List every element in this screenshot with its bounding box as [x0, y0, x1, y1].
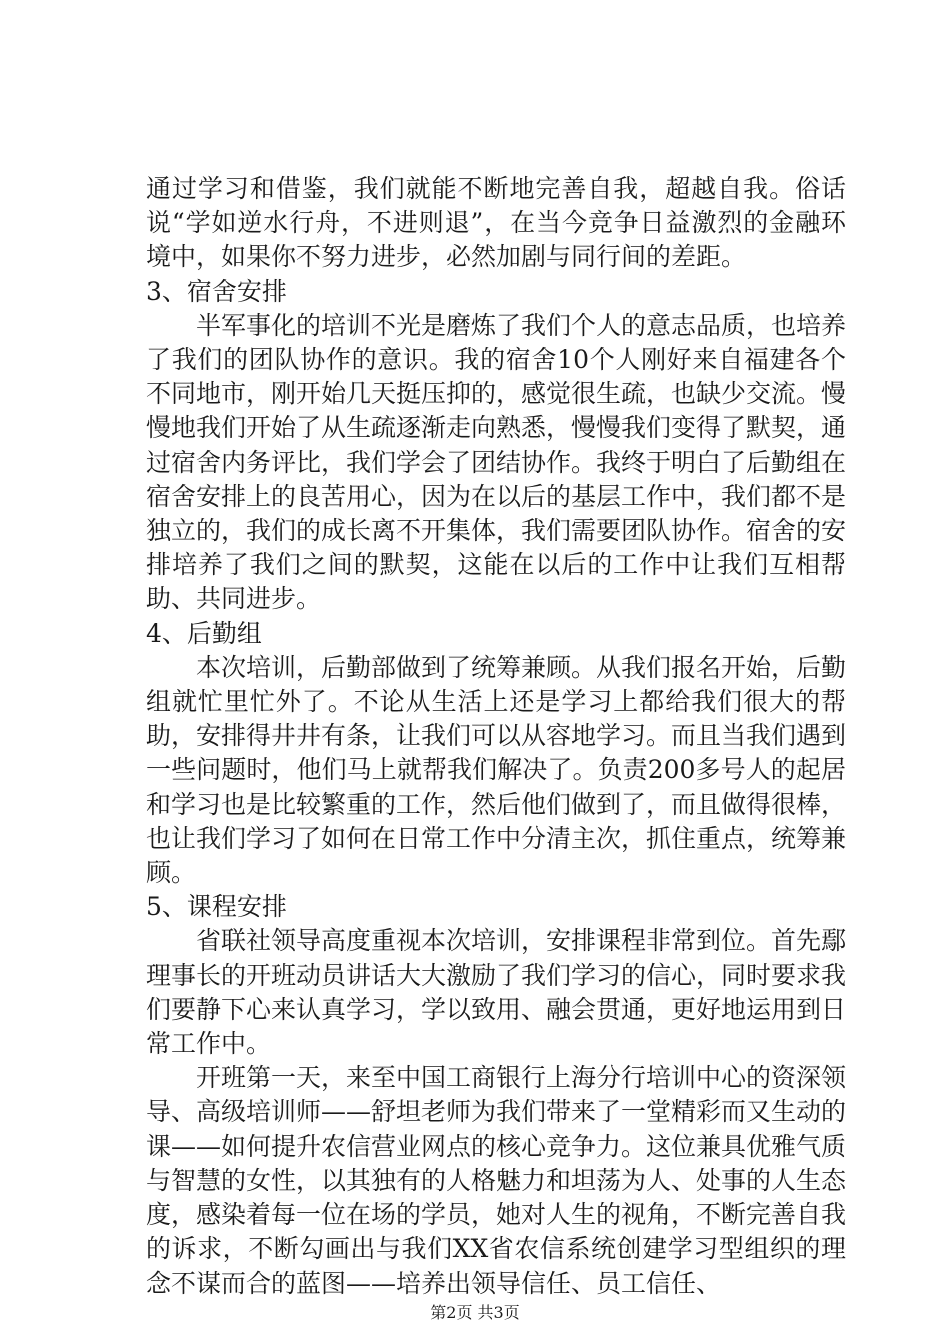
- document-body: [146, 172, 846, 1301]
- section-heading-courses: 5、课程安排: [146, 892, 287, 922]
- paragraph-continuation: 通过学习和借鉴，我们就能不断地完善自我，超越自我。俗话说“学如逆水行舟，不进则退”，在当今竞争日益激烈的金融环境中，如果你不努力进步，必然加剧与同行间的差距。: [146, 174, 846, 272]
- paragraph-dormitory: 半军事化的培训不光是磨炼了我们个人的意志品质，也培养了我们的团队协作的意识。我的宿舍10个人刚好来自福建各个不同地市，刚开始几天挺压抑的，感觉很生疏，也缺少交流。慢慢地我们开始了从生疏逐渐走向熟悉，慢慢我们变得了默契，通过宿舍内务评比，我们学会了团结协作。我终于明白了后勤组在宿舍安排上的良苦用心，因为在以后的基层工作中，我们都不是独立的，我们的成长离不开集体，我们需要团队协作。宿舍的安排培养了我们之间的默契，这能在以后的工作中让我们互相帮助、共同进步。: [146, 310, 847, 614]
- paragraph-first-day: 开班第一天，来至中国工商银行上海分行培训中心的资深领导、高级培训师——舒坦老师为我们带来了一堂精彩而又生动的课——如何提升农信营业网点的核心竞争力。这位兼具优雅气质与智慧的女性，以其独有的人格魅力和坦荡为人、处事的人生态度，感染着每一位在场的学员，她对人生的视角，不断完善自我的诉求，不断勾画出与我们XX省农信系统创建学习型组织的理念不谋而合的蓝图——培养出领导信任、员工信任、: [146, 1063, 847, 1298]
- paragraph-courses: 省联社领导高度重视本次培训，安排课程非常到位。首先鄢理事长的开班动员讲话大大激励了我们学习的信心，同时要求我们要静下心来认真学习，学以致用、融会贯通，更好地运用到日常工作中。: [146, 926, 847, 1059]
- page-number-footer: 第2页 共3页: [430, 1303, 520, 1322]
- paragraph-logistics: 本次培训，后勤部做到了统筹兼顾。从我们报名开始，后勤组就忙里忙外了。不论从生活上还是学习上都给我们很大的帮助，安排得井井有条，让我们可以从容地学习。而且当我们遇到一些问题时，他们马上就帮我们解决了。负责200多号人的起居和学习也是比较繁重的工作，然后他们做到了，而且做得很棒，也让我们学习了如何在日常工作中分清主次，抓住重点，统筹兼顾。: [146, 652, 847, 888]
- section-heading-dormitory: 3、宿舍安排: [146, 276, 287, 306]
- section-heading-logistics: 4、后勤组: [146, 618, 262, 648]
